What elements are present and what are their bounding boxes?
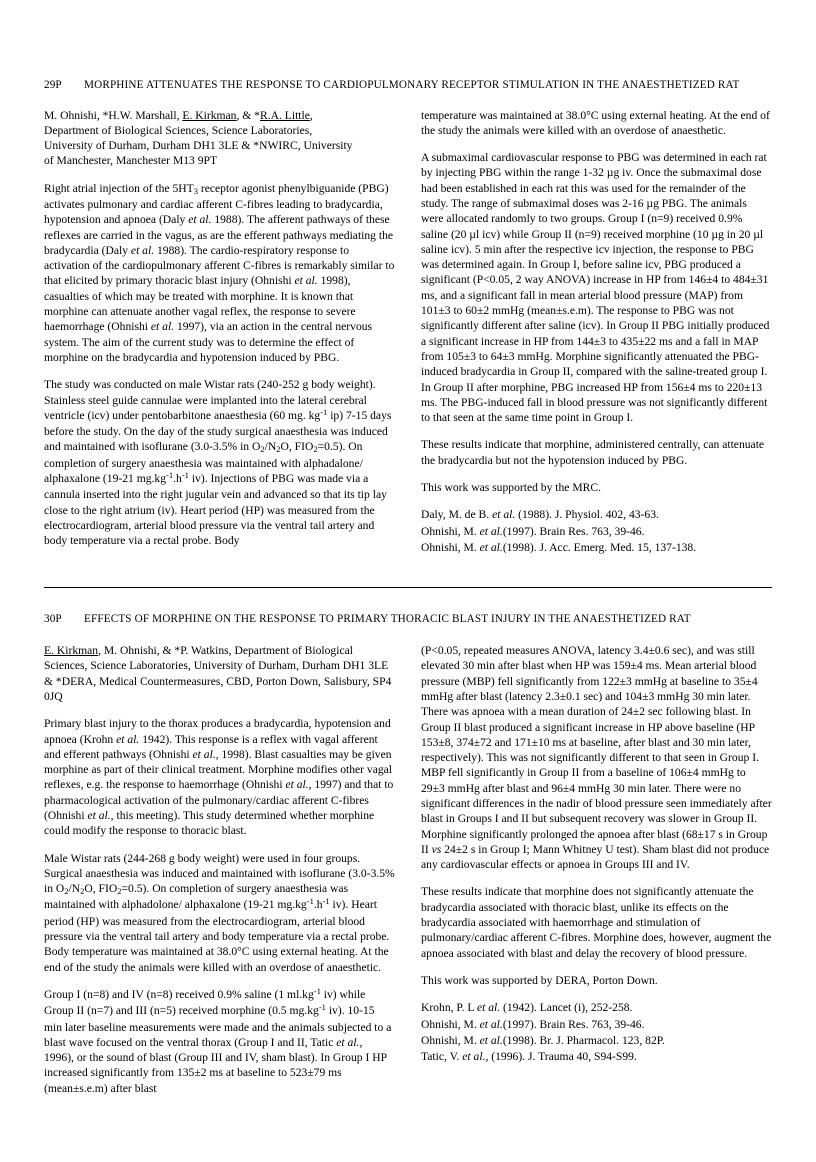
left-column <box>44 108 395 561</box>
paragraph-methods-cont: temperature was maintained at 38.0°C using external heating. At the end of the study the animals were killed with an overdose of anaesthetic. <box>421 108 770 137</box>
paragraph-conclusion: These results indicate that morphine does not significantly attenuate the bradycardia associated with thoracic blast, unlike its effects on the bradycardia associated with haemorrhage and stimulation of pulmonary/cardiac afferent C-fibres. Morphine does, however, augment the apnoea associated with blast and delay the recovery of blood pressure. <box>421 885 772 960</box>
abstract-29p <box>44 78 772 561</box>
paragraph-methods: The study was conducted on male Wistar rats (240-252 g body weight). Stainless steel guide cannulae were implanted into the lateral cerebral ventricle (icv) under pentobarbitone anaesthesia (60 mg. $kg^{-1}$ ip) 7-15 days before the study. On the day of the study surgical anaesthesia was induced and maintained with isoflurane (3.0-3.5% in $O_2/N_2O$, $FIO_2=0.5$). On completion of surgery anaesthesia was maintained with alphadalone/ alphaxalone (19-21 $mg.kg^{-1}.h^{-1}$ iv). Injections of PBG was made via a cannula inserted into the right jugular vein and advanced so that its tip lay close to the right atrium (iv). Heart period (HP) was measured from the electrocardiogram, arterial blood pressure via the ventral tail artery and body temperature via a rectal probe. Body <box>44 378 392 548</box>
reference-item: Daly, M. de B. et al. (1988). J. Physiol. 402, 43-63. <box>421 508 659 522</box>
paragraph-methods: Male Wistar rats (244-268 g body weight) were used in four groups. Surgical anaesthesia was induced and maintained with isoflurane (3.0-3.5% in $O_2/N_2O$, $FIO_2=0.5$). On completion of surgery anaesthesia was maintained with alphadolone/ alphaxalone (19-21 $mg.kg^{-1}.h^{-1}$ iv). Heart period (HP) was measured from the electrocardiogram, arterial blood pressure via the ventral tail artery and body temperature via a rectal probe. Body temperature was maintained at 38.0°C using external heating. At the end of the study the animals were killed with an overdose of anaesthetic. <box>44 851 395 974</box>
author-affiliation-block: M. Ohnishi, *H.W. Marshall, E. Kirkman, & *R.A. Little, Department of Biological Sciences, Science Laboratories, University of Durham, Durham DH1 3LE & *NWIRC, University of Manchester, Manchester M13 9PT <box>44 108 353 168</box>
abstract-30p <box>44 612 772 1109</box>
abstract-header <box>44 612 772 628</box>
abstract-title: MORPHINE ATTENUATES THE RESPONSE TO CARDIOPULMONARY RECEPTOR STIMULATION IN THE ANAESTHETIZED RAT <box>84 79 740 91</box>
paragraph-intro: Right atrial injection of the $5HT_3$ receptor agonist phenylbiguanide (PBG) activates pulmonary and cardiac afferent C-fibres leading to bradycardia, hypotension and apnoea (Daly et al. 1988). The afferent pathways of these reflexes are carried in the vagus, as are the efferent pathways mediating the bradycardia (Daly et al. 1988). The cardio-respiratory response to activation of the cardiopulmonary afferent C-fibres is remarkably similar to that elicited by primary thoracic blast injury (Ohnishi et al. 1998), casualties of which may be treated with morphine. It is known that morphine can attenuate another vagal reflex, the response to severe haemorrhage (Ohnishi et al. 1997), via an action in the central nervous system. The aim of the current study was to determine the effect of morphine on the bradycardia and hypotension induced by PBG. <box>44 181 395 364</box>
abstract-title: EFFECTS OF MORPHINE ON THE RESPONSE TO PRIMARY THORACIC BLAST INJURY IN THE ANAESTHETIZED RAT <box>84 612 691 625</box>
reference-item: Ohnishi, M. et al.(1997). Brain Res. 763, 39-46. <box>421 1017 645 1031</box>
paragraph-results: A submaximal cardiovascular response to PBG was determined in each rat by injecting PBG within the range 1-32 µg iv. Once the submaximal dose had been established in each rat this was used for the remainder of the study. The range of submaximal doses was 2-16 µg PBG. The animals were allocated randomly to two groups. Group I (n=9) received 0.9% saline (20 µl icv) while Group II (n=9) received morphine (10 µg in 20 µl saline icv). 5 min after the respective icv injection, the response to PBG was determined again. In Group I, before saline icv, PBG produced a significant (P<0.05, 2 way ANOVA) increase in HP from 146±4 to 484±31 ms, and a significant fall in mean arterial blood pressure (MAP) from 101±3 to 60±2 mmHg (mean±s.e.m). The response to PBG was not significantly different after saline (icv). In Group II PBG initially produced a significant increase in HP from 144±3 to 435±22 ms and a fall in MAP from 105±3 to 64±3 mmHg. Morphine significantly attenuated the PBG-induced bradycardia in Group II, compared with the saline-treated group I. In Group II after morphine, PBG increased HP from 156±4 ms to 220±13 ms. The PBG-induced fall in blood pressure was not significantly different to that seen at the same time point in Group I. <box>421 151 770 425</box>
reference-item: Ohnishi, M. et al.(1998). J. Acc. Emerg. Med. 15, 137-138. <box>421 540 697 554</box>
abstract-number: 30P <box>44 612 62 625</box>
references-list <box>421 1000 772 1064</box>
reference-item: Ohnishi, M. et al.(1997). Brain Res. 763, 39-46. <box>421 524 645 538</box>
right-column <box>421 108 772 561</box>
reference-item: Ohnishi, M. et al.(1998). Br. J. Pharmacol. 123, 82P. <box>421 1033 665 1047</box>
reference-item: Krohn, P. L et al. (1942). Lancet (i), 252-258. <box>421 1001 633 1015</box>
section-divider <box>44 587 772 588</box>
paragraph-conclusion: These results indicate that morphine, administered centrally, can attenuate the bradycardia but not the hypotension induced by PBG. <box>421 438 765 467</box>
references-list <box>421 507 772 555</box>
left-column <box>44 643 395 1108</box>
abstract-header <box>44 78 772 94</box>
two-column-body <box>44 643 772 1108</box>
paragraph-results-cont: (P<0.05, repeated measures ANOVA, latency 3.4±0.6 sec), and was still elevated 30 min after blast when HP was 159±4 ms. Mean arterial blood pressure (MBP) fell significantly from 122±3 mmHg at baseline to 35±4 mmHg after blast (latency 2.3±0.1 sec) and 104±3 mmHg 30 min later. There was apnoea with a mean duration of 24±2 sec following blast. In Group II blast produced a significant increase in HP above baseline (HP 153±8, 374±72 and 171±10 ms at baseline, after blast and 30 min later, respectively). This was not significantly different to that seen in Group I. MBP fell significantly in Group II from a baseline of 106±4 mmHg to 29±3 mmHg after blast and 96±4 mmHg 30 min later. There were no significant differences in the nadir of blood pressure seen immediately after blast in Groups I and II but subsequent recovery was slower in Group II. Morphine significantly prolonged the apnoea after blast (68±17 s in Group II vs 24±2 s in Group I; Mann Whitney U test). Sham blast did not produce any cardiovascular effects or apnoea in Groups III and IV. <box>421 644 772 872</box>
right-column <box>421 643 772 1108</box>
reference-item: Tatic, V. et al., (1996). J. Trauma 40, S94-S99. <box>421 1050 637 1064</box>
paragraph-intro: Primary blast injury to the thorax produces a bradycardia, hypotension and apnoea (Krohn et al. 1942). This response is a reflex with vagal afferent and efferent pathways (Ohnishi et al., 1998). Blast casualties may be given morphine as part of their clinical treatment. Morphine modifies other vagal reflexes, e.g. the response to haemorrhage (Ohnishi et al., 1997) and that to pharmacological activation of the pulmonary/cardiac afferent C-fibres (Ohnishi et al., this meeting). This study determined whether morphine could modify the response to thoracic blast. <box>44 717 394 838</box>
paragraph-results: Group I (n=8) and IV (n=8) received 0.9% saline (1 $ml.kg^{-1}$ iv) while Group II (n=7) and III (n=5) received morphine (0.5 $mg.kg^{-1}$ iv). 10-15 min later baseline measurements were made and the animals subjected to a blast wave focused on the ventral thorax (Group I and II, Tatic et al., 1996), or the sound of blast (Group III and IV, sham blast). In Group I HP increased significantly from 135±2 ms at baseline to 523±79 ms (mean±s.e.m) after blast <box>44 985 392 1095</box>
two-column-body <box>44 108 772 561</box>
paragraph-funding: This work was supported by the MRC. <box>421 481 602 495</box>
author-affiliation-block: E. Kirkman, M. Ohnishi, & *P. Watkins, Department of Biological Sciences, Science Laboratories, University of Durham, Durham DH1 3LE & *DERA, Medical Countermeasures, CBD, Porton Down, Salisbury, SP4 0JQ <box>44 644 392 703</box>
abstract-number: 29P <box>44 79 62 91</box>
paragraph-funding: This work was supported by DERA, Porton Down. <box>421 973 658 987</box>
